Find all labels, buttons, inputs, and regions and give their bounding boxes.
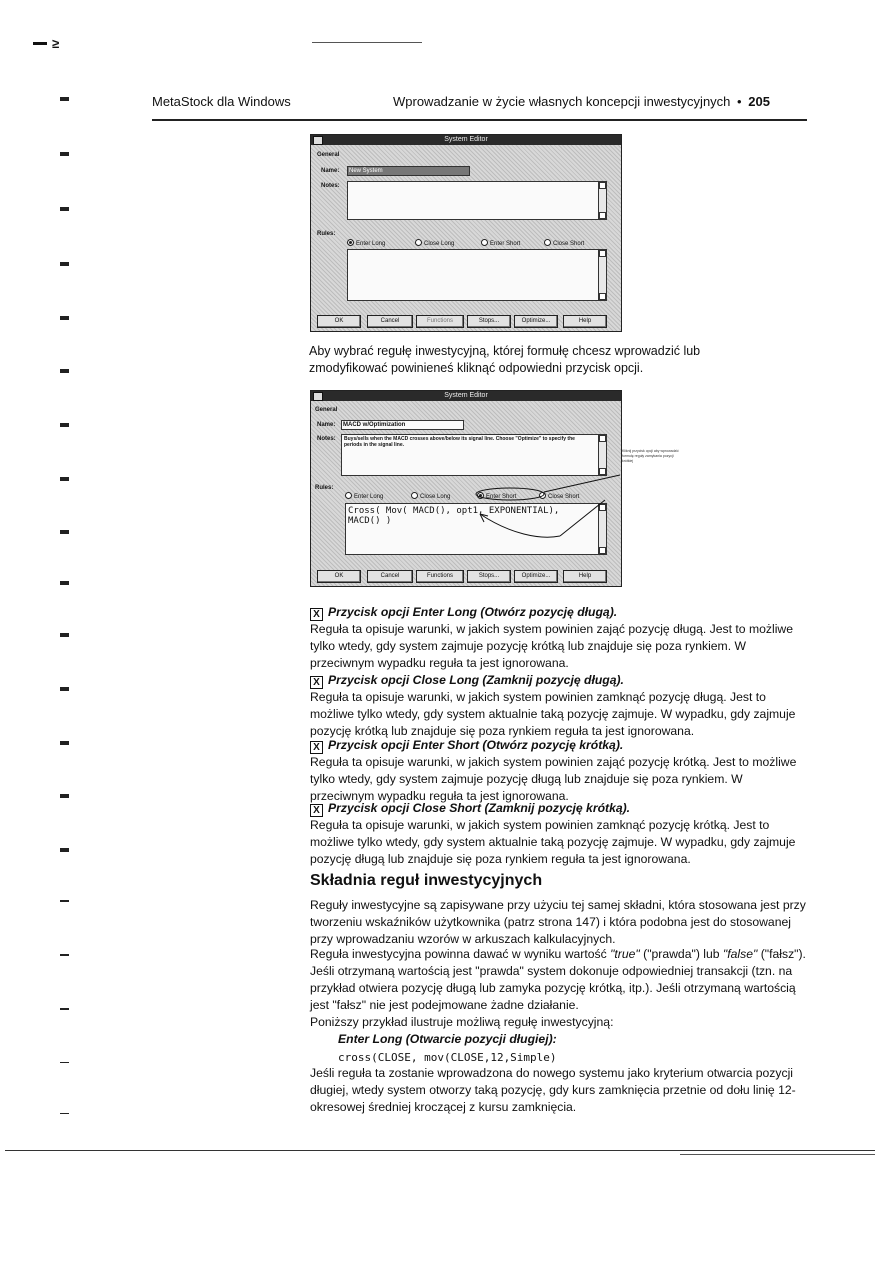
- bottom-scan-line: [5, 1150, 875, 1151]
- stops-button[interactable]: Stops...: [467, 315, 511, 328]
- cancel-button[interactable]: Cancel: [367, 315, 413, 328]
- corner-mark: [33, 42, 47, 45]
- checkbox-icon: X: [310, 741, 323, 754]
- list-item: [310, 604, 810, 672]
- margin-mark: [60, 97, 69, 101]
- page-number: 205: [748, 94, 770, 109]
- margin-mark: [60, 207, 69, 211]
- checkbox-icon: X: [310, 804, 323, 817]
- dialog-title: System Editor: [444, 392, 488, 399]
- running-header-right: [393, 94, 770, 109]
- general-group-label: General: [315, 407, 338, 413]
- radio-enter-long[interactable]: [347, 239, 385, 247]
- notes-label: Notes:: [321, 183, 340, 189]
- radio-label: Enter Long: [354, 494, 384, 500]
- radio-icon: [411, 492, 418, 499]
- dialog-title: System Editor: [444, 136, 488, 143]
- paragraph-text: ("prawda") lub: [639, 947, 723, 961]
- help-button[interactable]: Help: [563, 570, 607, 583]
- radio-close-short[interactable]: [544, 239, 584, 247]
- curve-arrow-2: [560, 500, 605, 536]
- radio-label: Enter Short: [490, 241, 521, 247]
- list-item: [310, 800, 810, 868]
- true-keyword: "true": [610, 947, 640, 961]
- radio-label: Close Short: [548, 494, 580, 500]
- radio-icon: [345, 492, 352, 499]
- dialog-title-bar: [311, 135, 621, 145]
- bottom-scan-line-2: [680, 1154, 875, 1155]
- curve-arrow: [480, 514, 560, 537]
- annotation-arrows: [460, 470, 640, 550]
- item-text: Reguła ta opisuje warunki, w jakich system powinien zająć pozycję długą. Jest to możliwe tylko wtedy, gdy system zajmuje pozycję krótką lub znajduje się poza rynkiem. W przeciwnym wypadku reguła ta jest ignorowana.: [310, 622, 793, 670]
- general-group-label: General: [317, 152, 340, 158]
- dialog-title-bar: [311, 391, 621, 401]
- margin-mark: [60, 530, 69, 534]
- paragraph-text: ("fałsz"). Jeśli otrzymaną wartością jest "prawda" system dokonuje odpowiedniej transakcji (tzn. na przykład otwiera pozycję długą lub zamyka pozycję krótką, itp.). Jeśli otrzymaną wartością jest "fałsz" nie jest podejmowane żadne działanie.: [310, 947, 806, 1012]
- margin-mark: [60, 1113, 69, 1114]
- radio-close-long[interactable]: [411, 492, 450, 500]
- margin-mark: [60, 423, 69, 427]
- margin-mark: [60, 900, 69, 902]
- notes-text: Buys/sells when the MACD crosses above/below its signal line. Choose "Optimize" to specify the periods in the signal line.: [344, 436, 575, 448]
- margin-mark: [60, 262, 69, 266]
- name-label: Name:: [317, 422, 336, 428]
- paragraph: Reguły inwestycyjne są zapisywane przy użyciu tej samej składni, która stosowana jest przy tworzeniu wskaźników użytkownika (patrz strona 147) i która podobna jest do stosowanej przy wprowadzaniu wzorów w arkuszach kalkulacyjnych.: [310, 898, 806, 946]
- radio-close-long[interactable]: [415, 239, 454, 247]
- checkbox-icon: X: [310, 608, 323, 621]
- checkbox-icon: X: [310, 676, 323, 689]
- example-code: cross(CLOSE, mov(CLOSE,12,Simple): [338, 1051, 557, 1064]
- notes-scrollbar[interactable]: [598, 182, 606, 219]
- item-text: Reguła ta opisuje warunki, w jakich system powinien zająć pozycję krótką. Jest to możliwe tylko wtedy, gdy system zajmuje pozycję długą lub znajduje się poza rynkiem. W przeciwnym wypadku reguła ta jest ignorowana.: [310, 755, 797, 803]
- name-input[interactable]: MACD w/Optimization: [341, 420, 464, 430]
- item-heading: Przycisk opcji Close Long (Zamknij pozycję długą).: [328, 673, 624, 687]
- margin-mark: [60, 687, 69, 691]
- radio-label: Close Short: [553, 241, 585, 247]
- side-annotation: Kliknij przycisk opcji aby wprowadzić formułę reguły zamykania pozycji krótkiej: [622, 449, 679, 463]
- radio-label: Close Long: [424, 241, 455, 247]
- paragraph-text: Reguła inwestycyjna powinna dawać w wyniku wartość: [310, 947, 611, 961]
- radio-icon: [544, 239, 551, 246]
- functions-button[interactable]: Functions: [416, 570, 464, 583]
- help-button[interactable]: Help: [563, 315, 607, 328]
- top-scan-line: [312, 42, 422, 43]
- rule-formula-textarea[interactable]: [347, 249, 607, 301]
- radio-enter-short[interactable]: [481, 239, 520, 247]
- figure-caption: Aby wybrać regułę inwestycyjną, której formułę chcesz wprowadzić lub zmodyfikować powinieneś kliknąć odpowiedni przycisk opcji.: [309, 344, 701, 375]
- radio-icon: [415, 239, 422, 246]
- header-title: Wprowadzanie w życie własnych koncepcji inwestycyjnych: [393, 94, 731, 109]
- highlight-ellipse: [476, 488, 544, 500]
- margin-mark: [60, 741, 69, 745]
- item-heading: Przycisk opcji Enter Long (Otwórz pozycję długą).: [328, 605, 618, 619]
- margin-mark: [60, 581, 69, 585]
- margin-mark: [60, 794, 69, 798]
- margin-mark: [60, 1062, 69, 1063]
- system-editor-dialog-1: [310, 134, 622, 332]
- rules-label: Rules:: [315, 485, 334, 491]
- radio-enter-long[interactable]: [345, 492, 383, 500]
- running-header-left: MetaStock dla Windows: [152, 94, 291, 109]
- ok-button[interactable]: OK: [317, 570, 361, 583]
- item-heading: Przycisk opcji Enter Short (Otwórz pozycję krótką).: [328, 738, 624, 752]
- list-item: [310, 737, 810, 805]
- radio-label: Enter Long: [356, 241, 386, 247]
- example-heading: Enter Long (Otwarcie pozycji długiej):: [338, 1032, 557, 1046]
- margin-mark: [60, 477, 69, 481]
- ok-button[interactable]: OK: [317, 315, 361, 328]
- margin-mark: [60, 954, 69, 956]
- header-rule: [152, 119, 807, 121]
- notes-textarea[interactable]: [347, 181, 607, 220]
- radio-icon: [481, 239, 488, 246]
- margin-mark: [60, 316, 69, 320]
- margin-mark: [60, 848, 69, 852]
- notes-scrollbar[interactable]: [598, 435, 606, 475]
- formula-text: Cross( Mov( MACD(), opt1, EXPONENTIAL), MACD() ): [348, 506, 560, 526]
- pointer-line: [544, 475, 620, 492]
- optimize-button[interactable]: Optimize...: [514, 315, 558, 328]
- section-heading: Składnia reguł inwestycyjnych: [310, 872, 543, 889]
- margin-mark: [60, 152, 69, 156]
- optimize-button[interactable]: Optimize...: [514, 570, 558, 583]
- functions-button[interactable]: Functions: [416, 315, 464, 328]
- cancel-button[interactable]: Cancel: [367, 570, 413, 583]
- formula-scrollbar[interactable]: [598, 250, 606, 300]
- name-input[interactable]: New System: [347, 166, 470, 176]
- system-menu-icon[interactable]: [313, 392, 323, 401]
- false-keyword: "false": [722, 947, 758, 961]
- radio-selected-icon: [347, 239, 354, 246]
- paragraph: [310, 946, 810, 1014]
- margin-mark: [60, 633, 69, 637]
- list-item: [310, 672, 810, 740]
- name-label: Name:: [321, 168, 340, 174]
- system-menu-icon[interactable]: [313, 136, 323, 145]
- header-bullet: •: [737, 94, 742, 109]
- paragraph: Poniższy przykład ilustruje możliwą regułę inwestycyjną:: [310, 1015, 614, 1029]
- paragraph: Jeśli reguła ta zostanie wprowadzona do nowego systemu jako kryterium otwarcia pozycji długiej, wtedy system otworzy taką pozycję, gdy kurs zamknięcia przetnie od dołu linię 12-okresowej średniej kroczącej z kursu zamknięcia.: [310, 1066, 796, 1114]
- item-text: Reguła ta opisuje warunki, w jakich system powinien zamknąć pozycję krótką. Jest to możliwe tylko wtedy, gdy system aktualnie taką pozycję zajmuje. W wypadku, gdy zajmuje pozycję długą lub znajduje się poza rynkiem reguła ta jest ignorowana.: [310, 818, 796, 866]
- radio-label: Close Long: [420, 494, 451, 500]
- rules-label: Rules:: [317, 231, 336, 237]
- margin-mark: [60, 369, 69, 373]
- stops-button[interactable]: Stops...: [467, 570, 511, 583]
- notes-label: Notes:: [317, 436, 336, 442]
- radio-label: Enter Short: [486, 494, 517, 500]
- corner-mark-arrow: ≥: [52, 36, 60, 51]
- item-heading: Przycisk opcji Close Short (Zamknij pozycję krótką).: [328, 801, 631, 815]
- item-text: Reguła ta opisuje warunki, w jakich system powinien zamknąć pozycję długą. Jest to możliwe tylko wtedy, gdy system aktualnie taką pozycję zajmuje. W wypadku, gdy zajmuje pozycję krótką lub znajduje się poza rynkiem reguła ta jest ignorowana.: [310, 690, 796, 738]
- margin-mark: [60, 1008, 69, 1010]
